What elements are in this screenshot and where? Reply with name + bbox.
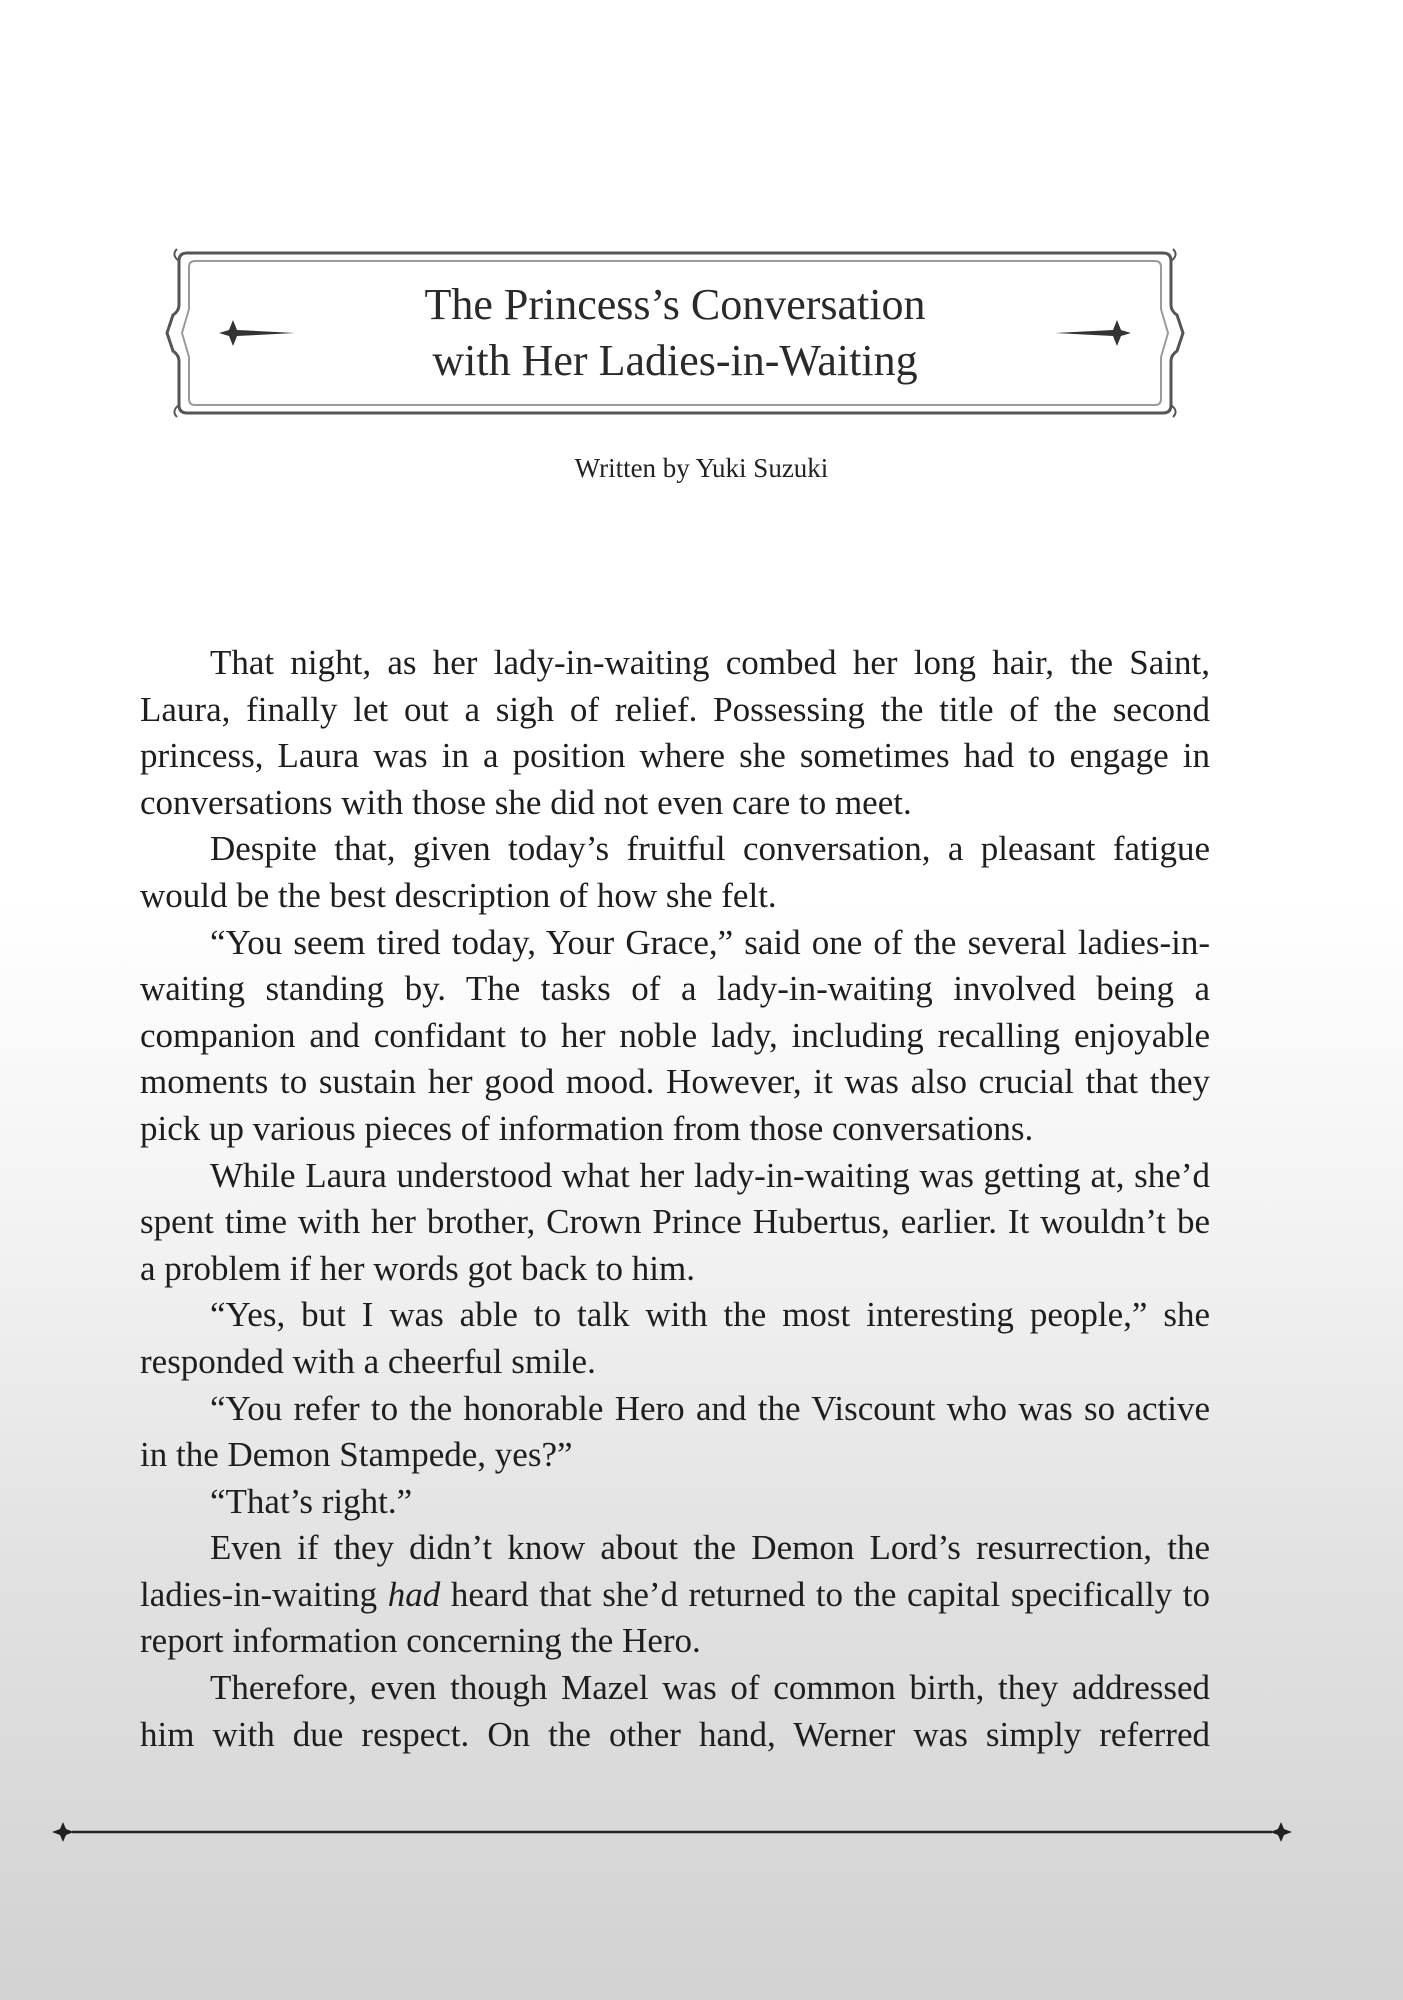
chapter-title-line-2: with Her Ladies-in-Waiting bbox=[432, 335, 918, 385]
paragraph: That night, as her lady-in-waiting combed her long hair, the Saint, Laura, finally let out a sigh of relief. Possessing the title of the second princess, Laura was in a position where she sometimes had to engage in conversations with those she did not even care to meet. bbox=[140, 643, 1210, 822]
paragraph: Despite that, given today’s fruitful conversation, a pleasant fatigue would be the best description of how she felt. bbox=[140, 829, 1210, 915]
story-body bbox=[140, 640, 1210, 1758]
chapter-title-line-1: The Princess’s Conversation bbox=[424, 279, 926, 329]
left-star-icon bbox=[52, 1822, 74, 1842]
paragraph-text: heard that she’d returned to the capital specifically to report information concerning the Hero. bbox=[140, 1574, 1210, 1661]
chapter-title-frame bbox=[165, 245, 1185, 420]
footer-divider bbox=[52, 1822, 1292, 1842]
chapter-title bbox=[165, 245, 1185, 420]
right-star-icon bbox=[1270, 1822, 1292, 1842]
paragraph: “Yes, but I was able to talk with the most interesting people,” she responded with a cheerful smile. bbox=[140, 1295, 1210, 1381]
paragraph: “That’s right.” bbox=[210, 1481, 413, 1521]
paragraph: “You refer to the honorable Hero and the Viscount who was so active in the Demon Stampede, yes?” bbox=[140, 1388, 1210, 1475]
author-credit: Written by Yuki Suzuki bbox=[574, 453, 829, 483]
emphasis-text: had bbox=[387, 1574, 441, 1614]
paragraph: Therefore, even though Mazel was of common birth, they addressed him with due respect. On the other hand, Werner was simply referred bbox=[140, 1668, 1210, 1754]
paragraph: While Laura understood what her lady-in-waiting was getting at, she’d spent time with her brother, Crown Prince Hubertus, earlier. It wouldn’t be a problem if her words got back to him. bbox=[140, 1155, 1210, 1288]
paragraph: “You seem tired today, Your Grace,” said one of the several ladies-in-waiting standing by. The tasks of a lady-in-waiting involved being a companion and confidant to her noble lady, including recalling enjoyable moments to sustain her good mood. However, it was also crucial that they pick up various pieces of information from those conversations. bbox=[140, 922, 1210, 1148]
paragraph-text: Even if they didn’t know about the Demon Lord’s resurrection, the ladies-in-waiting bbox=[140, 1528, 1210, 1614]
paragraph bbox=[140, 1525, 1210, 1665]
